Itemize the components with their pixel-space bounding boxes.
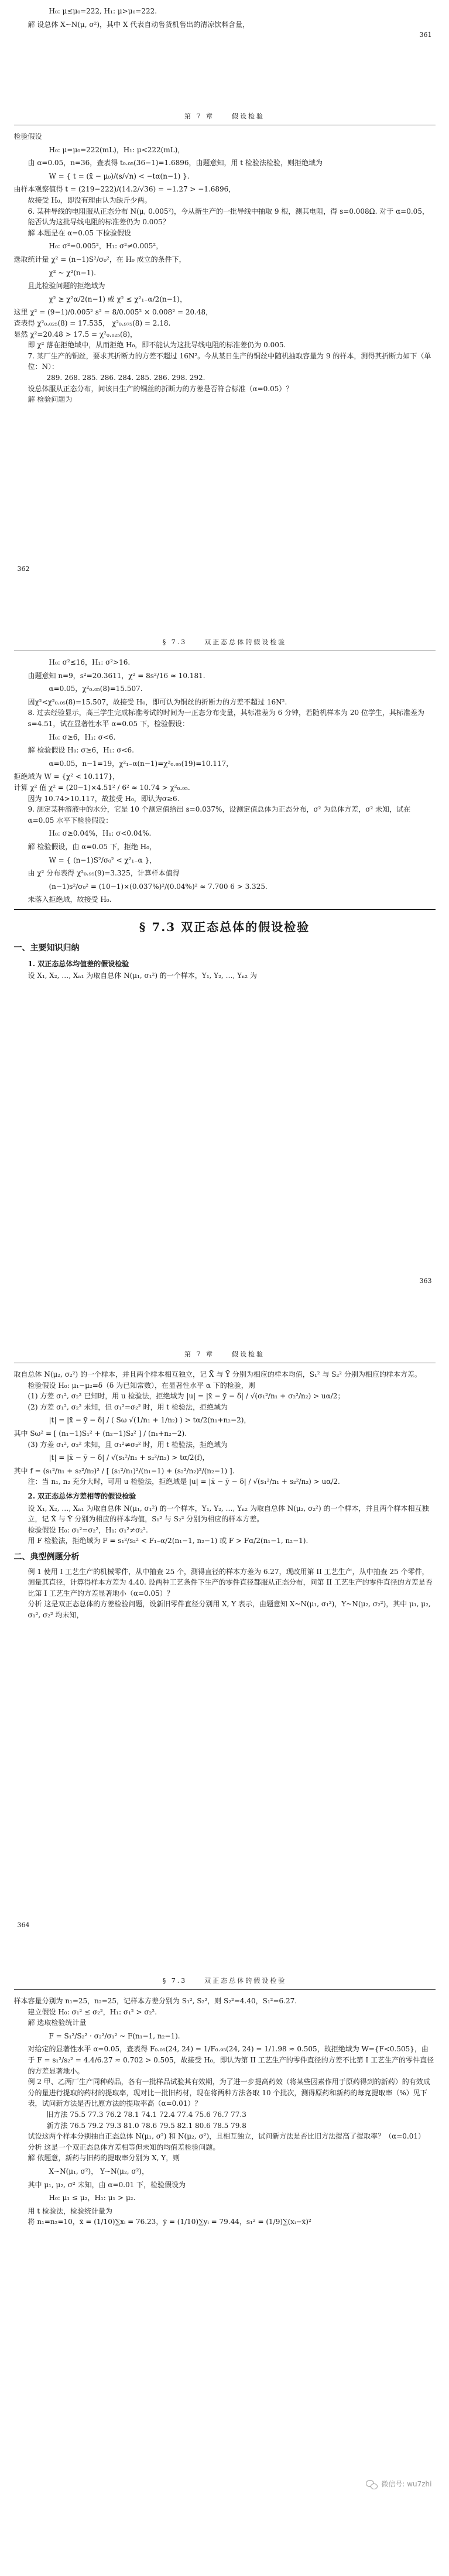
formula-line: X~N(μ₁, σ²)， Y~N(μ₂, σ²)，: [49, 2167, 149, 2175]
section-header-title: 双正态总体的假设检验: [204, 1977, 287, 1985]
analysis-line: 分析 这是一个双正态总体方差相等但未知的均值差检验问题。: [28, 2143, 220, 2151]
text-line: 检验假设 H₀: μ₁−μ₂=δ（δ 为已知常数），在显著性水平 α 下的检验，则: [28, 1381, 255, 1390]
subsection-title: 二、典型例题分析: [13, 1552, 80, 1562]
page-364: [14, 1345, 436, 1936]
example-2: 例 2 甲、乙两厂生产同种药品，各有一批样品试验其有效期，为了进一步提高药效（将某些因素作用于原药得到的新药）的有效成分的量进行提取的药材的提取率，现对比一批旧药材，现在将两种方法各取 10 个批次，测得原药和新药的每克提取率（%）见下表，试问新方法是否比原方法的提取率高（α=0.01）？: [28, 2078, 430, 2108]
formula-line: 检验假设 H₀: σ₁²=σ₂²，H₁: σ₁²≠σ₂².: [28, 1525, 148, 1534]
chapter-label: 第 7 章: [184, 112, 214, 120]
formula-line: α=0.05，n−1=19，χ²₁₋α(n−1)=χ²₀.₉₅(19)=10.117，: [49, 759, 234, 768]
formula-line: H₀: σ≥0.04%，H₁: σ<0.04%.: [49, 829, 152, 838]
analysis-line: 分析 这是双正态总体的方差检验问题，设新旧零件直径分别用 X, Y 表示，由题意知 X~N(μ₁, σ₁²)，Y~N(μ₂, σ₂²)，其中 μ₁, μ₂, σ₁², σ₂² 均未知，: [28, 1600, 431, 1620]
text-line: 解 依题意，新药与旧药的提取率分别为 X, Y，则: [28, 2154, 180, 2163]
text-line: 且此检验问题的拒绝域为: [28, 282, 105, 290]
subsection-title: 一、主要知识归纳: [13, 943, 80, 953]
page-body: [14, 1996, 436, 2228]
problem-6: 6. 某种导线的电阻服从正态分布 N(μ, 0.005²)，今从新生产的一批导线中抽取 9 根，测其电阻，得 s=0.008Ω. 对于 α=0.05，能否认为这批导线电阻的标准差仍为 0.005？: [28, 207, 429, 227]
formula-line: F = S₁²/S₂² · σ₂²/σ₁² ~ F(n₁−1, n₂−1).: [49, 2031, 180, 2040]
text-line: 拒绝域为 W = {χ² < 10.117}，: [13, 772, 120, 781]
text-line: 解 选取检验统计量: [28, 2019, 87, 2027]
table-row: 新方法 76.5 79.2 79.3 81.0 78.6 79.5 82.1 80.6 78.5 79.8: [46, 2121, 246, 2130]
page-number: 363: [419, 1277, 432, 1285]
example-1: 例 1 使用 I 工艺生产的机械零件，从中抽查 25 个，测得直径的样本方差为 6.27，现改用第 II 工艺生产，从中抽查 25 个零件，测量其直径，计算得样本方差为 4.40. 设两种工艺条件下生产的零件直径都服从正态分布，问第 II 工艺生产的零件直径的方差是否比第 I 工艺生产的方差显著地小（α=0.05）？: [28, 1567, 433, 1597]
text-line: 查表得 χ²₀.₀₂₅(8) = 17.535， χ²₀.₉₇₅(8) = 2.18.: [13, 319, 171, 327]
page-363: [14, 632, 436, 1292]
formula-line: χ² ≥ χ²α/2(n−1) 或 χ² ≤ χ²₁₋α/2(n−1)，: [49, 295, 187, 303]
watermark-text: 微信号: wu7zhi: [381, 2480, 432, 2489]
text-line: 用 F 检验法，拒绝域为 F = s₁²/s₂² < F₁₋α/2(n₁−1, n₂−1) 或 F > Fα/2(n₁−1, n₂−1).: [28, 1537, 309, 1545]
text-line: 未落入拒绝域，故接受 H₀.: [28, 895, 112, 904]
formula-line: 建立假设 H₀: σ₁² ≤ σ₂²，H₁: σ₁² > σ₂².: [28, 2007, 157, 2016]
section-label: § 7.3: [162, 638, 187, 646]
formula-line: 其中 f = (s₁²/n₁ + s₂²/n₂)² / [ (s₁²/n₁)²/(n₁−1) + (s₂²/n₂)²/(n₂−1) ].: [13, 1466, 235, 1475]
chapter-title: 假设检验: [232, 1350, 265, 1358]
running-head: [14, 632, 436, 651]
problem-7: 7. 某厂生产的铜丝，要求其折断力的方差不超过 16N²。今从某日生产的铜丝中随机抽取容量为 9 的样本，测得其折断力如下（单位：N）：: [28, 351, 431, 371]
page-number: 361: [419, 31, 432, 39]
text-line: 即 χ² 落在拒绝域中，从而拒绝 H₀，即不能认为这批导线电阻的标准差仍为 0.005.: [28, 341, 286, 350]
text-line: 显然 χ²=20.48 > 17.5 = χ²₀.₀₂₅(8)，: [13, 330, 138, 338]
text-line: 解 检验问题为: [28, 395, 73, 404]
watermark: [366, 2479, 431, 2490]
wechat-icon: [366, 2480, 378, 2489]
hypothesis-line: H₀: μ≤μ₀=222, H₁: μ>μ₀=222.: [49, 7, 157, 15]
text-line: 设 X₁, X₂, …, Xₙ₁ 为取自总体 N(μ₁, σ₁²) 的一个样本，Y₁, Y₂, …, Yₙ₂ 为: [28, 971, 257, 980]
text-line: 取自总体 N(μ₂, σ₂²) 的一个样本，并且两个样本相互独立，记 X̄ 与 Ȳ 分别为相应的样本均值，S₁² 与 S₂² 分别为相应的样本方差。: [13, 1370, 421, 1379]
formula-line: H₀: σ≥6，H₁: σ<6.: [49, 733, 116, 741]
chapter-label: 第 7 章: [184, 1350, 214, 1358]
running-head: [14, 1345, 436, 1363]
text-line: 计算 χ² 值 χ² = (20−1)×4.51² / 6² ≈ 10.74 > χ²₀.₉₅.: [13, 783, 190, 792]
text-line: 由题意知 n=9，s²=20.3611，χ² = 8s²/16 ≈ 10.181.: [28, 671, 205, 680]
text-line: 因为 10.74>10.117，故接受 H₀，即认为σ≥6.: [28, 794, 180, 803]
text-line: 将 n₁=n₂=10，x̄ = (1/10)∑xᵢ = 76.23，ȳ = (1/10)∑yᵢ = 79.44，s₁² = (1/9)∑(xᵢ−x̄)²: [28, 2218, 311, 2226]
text-line: 解 检验假设，由 α=0.05 下，拒绝 H₀，: [28, 842, 156, 851]
text-line: 由 α=0.05，n=36，查表得 t₀.₀₅(36−1)=1.6896，由题意知，用 t 检验法检验，则拒绝域为: [28, 159, 323, 167]
formula-line: H₀: σ²=0.005²，H₁: σ²≠0.005²，: [49, 242, 163, 251]
case-2: (2) 方差 σ₁², σ₂² 未知，但 σ₁²=σ₂² 时，用 t 检验法，拒绝域为: [28, 1402, 228, 1411]
text-line: 试设这两个样本分别抽自正态总体 N(μ₁, σ²) 和 N(μ₂, σ²)，且相互独立，试问新方法是否比旧方法提高了提取率？（α=0.01）: [28, 2132, 426, 2141]
page-body: [14, 131, 436, 405]
subsubsection-title: 2. 双正态总体方差相等的假设检验: [28, 1491, 136, 1500]
text-line: 由样本观察值得 t = (219−222)/(14.2/√36) = −1.27 > −1.6896，: [13, 185, 236, 194]
text-line: 这里 χ² = (9−1)/0.005² s² = 8/0.005² × 0.008² = 20.48，: [13, 308, 213, 317]
formula-line: W = { t = (x̄ − μ₀)/(s/√n) < −tα(n−1) }.: [49, 172, 190, 180]
page-body: [14, 657, 436, 981]
formula-line: H₀: σ²≤16，H₁: σ²>16.: [49, 658, 131, 667]
text-line: 样本容量分别为 n₁=25，n₂=25，记样本方差分别为 S₁², S₂²，则 S₂²=4.40，S₁²=6.27.: [13, 1997, 297, 2006]
text-line: 用 t 检验法，检验统计量为: [28, 2206, 112, 2215]
formula-line: H₀: μ₁ ≤ μ₂，H₁: μ₁ > μ₂.: [49, 2194, 136, 2202]
text-line: 因χ²<χ²₀.₀₅(8)=15.507，故接受 H₀，即可认为铜丝的折断力的方差不超过 16N².: [28, 697, 287, 706]
formula-line: W = { (n−1)S²/σ₀² < χ²₁₋α }，: [49, 856, 157, 864]
chapter-title: 假设检验: [232, 112, 265, 120]
page-body: [14, 1369, 436, 1621]
solution-line: 解 设总体 X~N(μ, σ²)，其中 X 代表自动售货机售出的清凉饮料含量，: [28, 20, 250, 29]
running-head: [14, 107, 436, 125]
text-line: 解 本题是在 α=0.05 下检验假设: [28, 228, 131, 237]
text-line: 解 检验假设 H₀: σ≥6，H₁: σ<6.: [28, 746, 134, 755]
text-line: 检验假设: [13, 132, 42, 141]
case-3: (3) 方差 σ₁², σ₂² 未知，且 σ₁²≠σ₂² 时，用 t 检验法，拒绝域为: [28, 1440, 228, 1449]
formula-line: α=0.05，χ²₀.₀₅(8)=15.507.: [49, 685, 143, 693]
formula-line: χ² ~ χ²(n−1).: [49, 268, 96, 277]
problem-8: 8. 过去经验显示，高三学生完成标准考试的时间为一正态分布变量，其标准差为 6 分钟，若随机样本为 20 位学生，其标准差为 s=4.51，试在显著性水平 α=0.05 下，检验假设：: [28, 709, 424, 728]
formula-line: H₀: μ=μ₀=222(mL)，H₁: μ<222(mL)，: [49, 145, 185, 154]
formula-line: 其中 Sω² = [ (n₁−1)S₁² + (n₂−1)S₂² ] / (n₁+n₂−2).: [13, 1429, 187, 1438]
text-line: 设总体服从正态分布，问该日生产的铜丝的折断力的方差是否符合标准（α=0.05）？: [28, 384, 293, 393]
text-line: 其中 μ₁, μ₂, σ² 未知，由 α=0.01 下，检验假设为: [28, 2180, 186, 2189]
note-line: 注：当 n₁, n₂ 充分大时，可用 u 检验法，拒绝域是 |u| = |x̄ − ȳ − δ| / √(s₁²/n₁ + s₂²/n₂) > uα/2.: [28, 1477, 340, 1486]
section-title: § 7.3 双正态总体的假设检验: [139, 919, 310, 934]
running-head: [14, 1971, 436, 1990]
text-line: 选取统计量 χ² = (n−1)S²/σ₀²，在 H₀ 成立的条件下，: [13, 255, 186, 264]
subsubsection-title: 1. 双正态总体均值差的假设检验: [28, 959, 129, 968]
problem-9: 9. 测定某种溶液中的水分，它是 10 个测定值给出 s=0.037%，设测定值总体为正态分布，σ² 为总体方差，σ² 未知，试在 α=0.05 水平下检验假设：: [28, 805, 411, 825]
data-values: 289. 268. 285. 286. 284. 285. 286. 298. 292.: [46, 373, 205, 382]
text-line: 故接受 H₀，即没有理由认为缺斤少两。: [28, 196, 152, 205]
page-number: 362: [17, 565, 30, 573]
section-divider: [14, 909, 436, 910]
page-362: [14, 107, 436, 580]
text-line: 由 χ² 分布表得 χ²₀.₉₅(9)=3.325，计算样本值得: [28, 869, 180, 878]
formula-line: (n−1)s²/σ₀² = (10−1)×(0.037%)²/(0.04%)² ≈ 7.700 6 > 3.325.: [49, 882, 268, 891]
page-361-tail: [14, 0, 436, 56]
text-line: 对给定的显著性水平 α=0.05，查表得 F₀.₀₅(24, 24) = 1/F₀.₉₅(24, 24) = 1/1.98 ≈ 0.505，故拒绝域为 W={F<0.505}，由于 F = s₁²/s₂² = 4.4/6.27 ≈ 0.702 > 0.505，故接受 H₀，即认为第 II 工艺生产的零件直径的方差不比第 I 工艺生产的零件直径的方差显著地小。: [28, 2045, 434, 2075]
page-number: 364: [17, 1921, 30, 1929]
section-label: § 7.3: [162, 1977, 187, 1985]
text-line: 设 X₁, X₂, …, Xₙ₁ 为取自总体 N(μ₁, σ₁²) 的一个样本，Y₁, Y₂, …, Yₙ₂ 为取自总体 N(μ₂, σ₂²) 的一个样本，并且两个样本相互独立，记 X̄ 与 Ȳ 分别为相应的样本均值，S₁² 与 S₂² 分别为相应的样本方差。: [28, 1504, 429, 1524]
section-header-title: 双正态总体的假设检验: [204, 638, 287, 646]
formula-line: |t| = |x̄ − ȳ − δ| / √(s₁²/n₁ + s₂²/n₂) > tα/2(f)，: [49, 1453, 210, 1462]
case-1: (1) 方差 σ₁², σ₂² 已知时，用 u 检验法，拒绝域为 |u| = |x̄ − ȳ − δ| / √(σ₁²/n₁ + σ₂²/n₂) > uα/2；: [28, 1392, 345, 1401]
page-365: [14, 1971, 436, 2498]
table-row: 旧方法 75.5 77.3 76.2 78.1 74.1 72.4 77.4 75.6 76.7 77.3: [46, 2110, 246, 2119]
formula-line: |t| = |x̄ − ȳ − δ| / ( Sω √(1/n₁ + 1/n₂) ) > tα/2(n₁+n₂−2)，: [49, 1416, 251, 1425]
